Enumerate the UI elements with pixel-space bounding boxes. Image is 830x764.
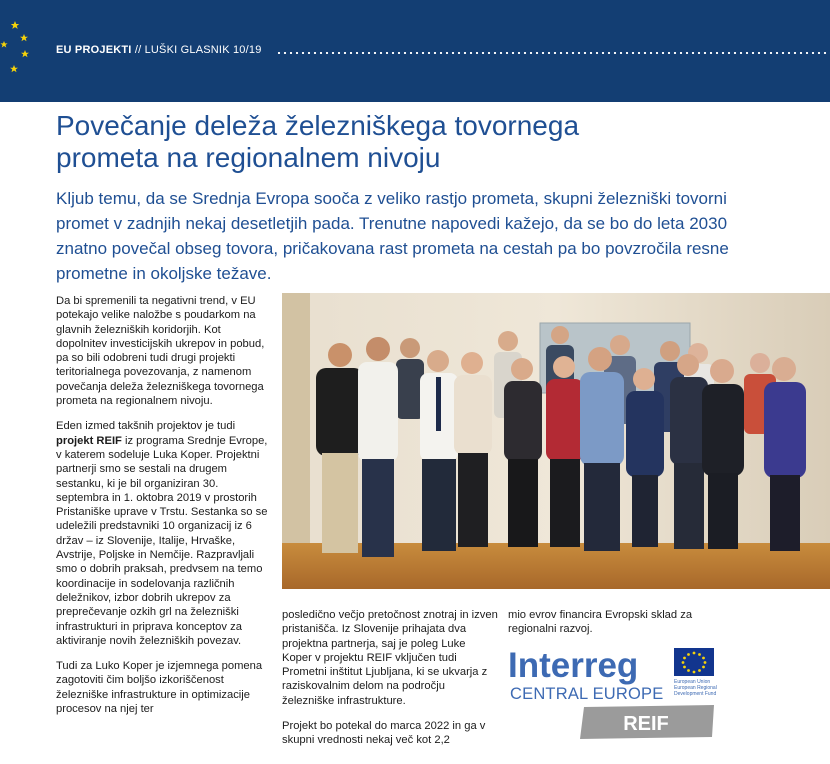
paragraph-3: Tudi za Luko Koper je izjemnega pomena zagotoviti čim boljšo izkoriščenost železniške infrastrukture in optimizacije procesov na njej ter: [56, 660, 263, 716]
page-header: [0, 0, 830, 102]
header-section: EU PROJEKTI: [56, 44, 132, 56]
eu-label-1: European Union: [674, 679, 711, 685]
eu-label-3: Development Fund: [674, 691, 717, 697]
paragraph-2-start: Eden izmed takšnih projektov je tudi: [56, 420, 236, 433]
interreg-program: CENTRAL EUROPE: [510, 685, 664, 703]
paragraph-4: posledično večjo pretočnost znotraj in izven pristanišča. Iz Slovenije prihajata dva projektna partnerja, saj je poleg Luke Koper v projektu REIF vključen tudi Prometni inštitut Ljubljana, ki se ukvarja z raziskovalnim delom na področju železniške infrastrukture.: [282, 609, 498, 707]
group-photo: [282, 293, 830, 589]
header-separator: //: [131, 44, 145, 56]
title-line-2: prometa na regionalnem nivoju: [56, 142, 441, 173]
article-title: [56, 110, 756, 174]
body-column-1: [56, 294, 270, 727]
group-photo-illustration: [282, 293, 830, 589]
paragraph-2-rest: iz programa Srednje Evrope, v katerem sodeluje Luka Koper. Projektni partnerji smo se sestali na drugem sestanku, ki je bil organiziran 30. septembra in 1. oktobra 2019 v prostorih Pristaniške uprave v Trstu. Sestanka so se udeležili predstavniki 10 organizacij iz 6 držav – iz Slovenije, Italije, Hrvaške, Avstrije, Poljske in Nemčije. Razpravljali smo o dobrih praksah, predvsem na temo koordinacije in sodelovanja različnih deležnikov, izbor dobrih ukrepov za preprečevanje ozkih grl na železniški infrastrukturi in priprava konceptov za aktiviranje novih železniških povezav.: [56, 434, 268, 647]
paragraph-1: Da bi spremenili ta negativni trend, v EU potekajo velike naložbe s poudarkom na glavnih železniških koridorjih. Kot dopolnitev investicijskih ukrepov in pobud, pa so bili odobreni tudi drugi projekti teritorialnega povezovanja, z namenom povečanja deleža železniškega tovornega prometa na regionalnem nivoju.: [56, 295, 265, 408]
interreg-wordmark: Interreg: [508, 646, 639, 685]
interreg-logo-graphic: [508, 645, 728, 741]
header-issue: LUŠKI GLASNIK 10/19: [144, 44, 262, 56]
reif-label: REIF: [623, 713, 669, 735]
paragraph-5: Projekt bo potekal do marca 2022 in ga v skupni vrednosti nekaj več kot 2,2: [282, 720, 486, 747]
title-line-1: Povečanje deleža železniškega tovornega: [56, 110, 580, 141]
body-column-3: [508, 608, 718, 648]
paragraph-6: mio evrov financira Evropski sklad za regionalni razvoj.: [508, 609, 693, 636]
article-lead: Kljub temu, da se Srednja Evropa sooča z veliko rastjo prometa, skupni železniški tovorni promet v zadnjih nekaj desetletjih pada. Trenutne napovedi kažejo, da se bo do leta 2030 znatno povečal obseg tovora, pričakovana rast prometa na cestah pa bo povzročila resne prometne in okoljske težave.: [56, 189, 729, 283]
paragraph-2: [56, 419, 270, 648]
project-name: projekt REIF: [56, 434, 122, 447]
eu-label-2: European Regional: [674, 685, 717, 691]
header-dotted-rule: [276, 52, 830, 54]
eu-stars-icon: [0, 0, 40, 102]
running-header: [56, 44, 262, 56]
body-column-2: [282, 608, 498, 759]
interreg-reif-logo: [508, 645, 728, 741]
